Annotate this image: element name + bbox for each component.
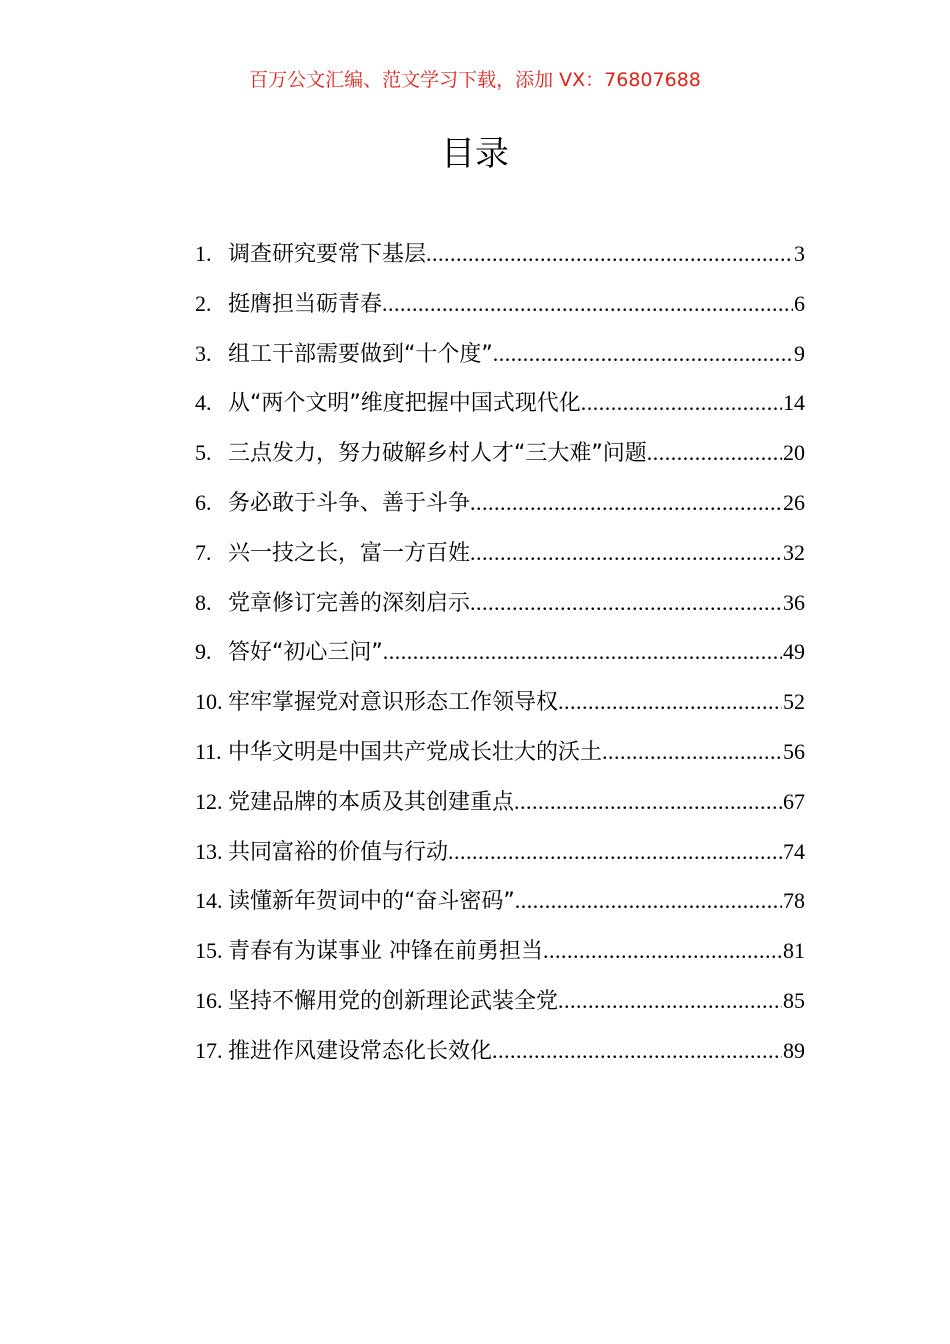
toc-entry-number: 3. [195,340,212,366]
toc-entry[interactable] [195,282,805,332]
toc-leader-dots [514,780,782,824]
toc-entry[interactable] [195,780,805,830]
toc-entry[interactable] [195,630,805,680]
toc-entry-title: 牢牢掌握党对意识形态工作领导权 [228,690,559,716]
toc-entry-page: 81 [783,938,805,964]
toc-entry-page: 9 [794,340,805,366]
toc-entry-title: 读懂新年贺词中的“奋斗密码” [228,889,515,915]
toc-leader-dots [647,431,782,475]
toc-entry-page: 26 [783,489,805,515]
toc-entry-page: 89 [783,1037,805,1063]
toc-entry-number: 2. [195,290,212,316]
toc-entry[interactable] [195,481,805,531]
toc-entry-number: 16. [195,987,223,1013]
toc-entry-page: 56 [783,738,805,764]
toc-entry-page: 3 [794,241,805,266]
toc-entry-number: 7. [195,539,212,565]
toc-entry[interactable] [195,680,805,730]
toc-entry-number: 12. [195,788,223,814]
toc-entry[interactable] [195,531,805,581]
toc-entry-page: 78 [783,888,805,914]
toc-entry[interactable] [195,431,805,481]
header-note: 百万公文汇编、范文学习下载，添加 VX：76807688 [249,69,701,91]
toc-entry-title: 坚持不懈用党的创新理论武装全党 [228,988,559,1014]
toc-entry[interactable] [195,730,805,780]
toc-entry-number: 8. [195,589,212,615]
toc-entry-title: 党章修订完善的深刻启示 [228,590,471,616]
toc-entry-title: 调查研究要常下基层 [228,242,427,267]
toc-entry-number: 14. [195,888,223,914]
toc-entry-page: 36 [783,589,805,615]
toc-entry[interactable] [195,979,805,1029]
toc-entry-title: 共同富裕的价值与行动 [228,839,449,865]
toc-entry-page: 32 [783,539,805,565]
toc-entry[interactable] [195,879,805,929]
toc-entry[interactable] [195,232,805,282]
toc-entry-number: 11. [195,738,222,764]
toc-leader-dots [492,1029,782,1073]
toc-entry-title: 三点发力，努力破解乡村人才“三大难”问题 [228,441,647,467]
toc-entry-title: 推进作风建设常态化长效化 [228,1038,493,1064]
toc-entry-number: 6. [195,489,212,515]
toc-entry-number: 5. [195,440,212,466]
toc-entry-title: 中华文明是中国共产党成长壮大的沃土 [228,739,603,765]
toc-entry-number: 1. [195,241,212,266]
toc-leader-dots [493,332,793,376]
table-of-contents [195,232,805,1079]
toc-entry-title: 挺膺担当砺青春 [228,291,383,317]
toc-leader-dots [470,531,782,575]
toc-entry-title: 务必敢于斗争、善于斗争 [228,490,471,516]
toc-entry-page: 6 [794,290,805,316]
toc-entry-title: 党建品牌的本质及其创建重点 [228,789,515,815]
toc-leader-dots [383,630,782,674]
toc-entry-page: 52 [783,689,805,715]
toc-leader-dots [558,680,782,724]
toc-entry[interactable] [195,381,805,431]
toc-leader-dots [470,481,782,525]
toc-entry-page: 85 [783,987,805,1013]
toc-entry-title: 组工干部需要做到“十个度” [228,341,493,367]
toc-entry-page: 14 [783,390,805,416]
toc-entry[interactable] [195,581,805,631]
toc-entry-page: 20 [783,440,805,466]
toc-entry-number: 15. [195,938,223,964]
toc-entry-title: 从“两个文明”维度把握中国式现代化 [228,391,581,417]
toc-entry-title: 青春有为谋事业 冲锋在前勇担当 [228,939,543,965]
toc-entry[interactable] [195,830,805,880]
toc-leader-dots [581,381,782,425]
toc-leader-dots [515,879,782,923]
toc-entry[interactable] [195,1029,805,1079]
toc-entry-number: 17. [195,1037,223,1063]
page-title: 目录 [441,134,509,174]
toc-entry-number: 10. [195,689,223,715]
toc-entry-number: 4. [195,390,212,416]
toc-leader-dots [543,929,782,973]
toc-entry-page: 67 [783,788,805,814]
toc-entry-number: 9. [195,639,212,665]
toc-leader-dots [602,730,782,774]
toc-entry-page: 74 [783,838,805,864]
toc-leader-dots [448,830,782,874]
toc-leader-dots [426,232,793,276]
toc-leader-dots [558,979,782,1023]
toc-leader-dots [382,282,793,326]
toc-entry-title: 兴一技之长，富一方百姓 [228,540,471,566]
toc-entry-title: 答好“初心三问” [228,640,383,666]
toc-entry[interactable] [195,332,805,382]
toc-entry[interactable] [195,929,805,979]
toc-entry-number: 13. [195,838,223,864]
toc-leader-dots [470,581,782,625]
toc-entry-page: 49 [783,639,805,665]
